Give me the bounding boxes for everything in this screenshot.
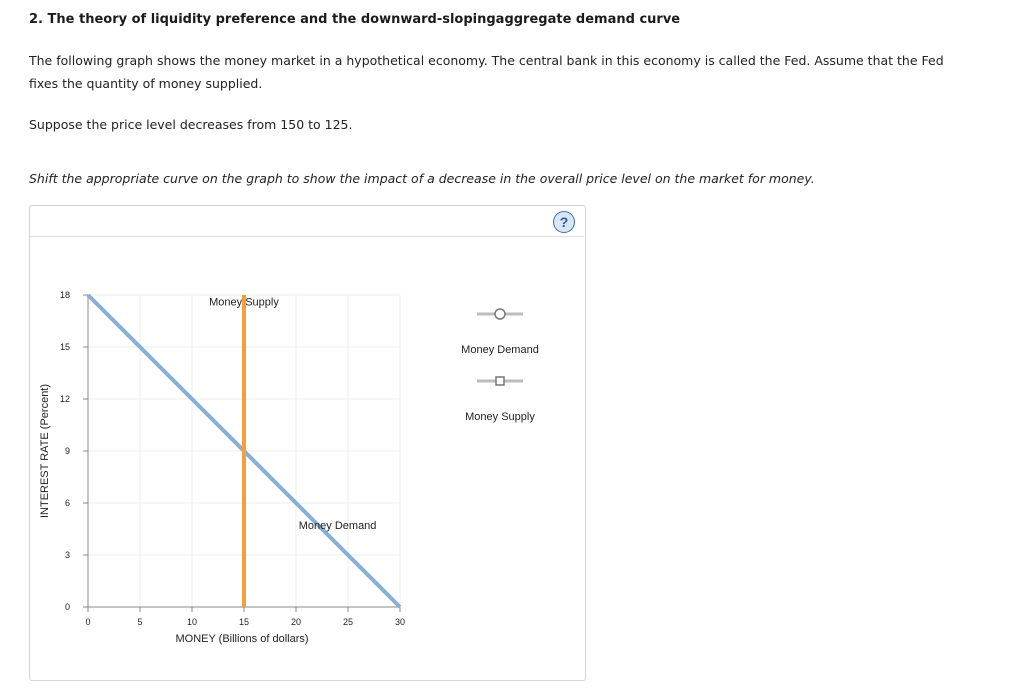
y-tick-label: 6 <box>64 498 70 508</box>
price-level-statement: Suppose the price level decreases from 150 to 125. <box>29 117 353 132</box>
x-tick-label: 20 <box>290 617 302 627</box>
square-marker-icon <box>496 377 504 385</box>
x-tick-label: 15 <box>238 617 250 627</box>
y-tick-label: 18 <box>59 290 70 300</box>
money-demand-curve-label: Money Demand <box>298 520 377 532</box>
money-supply-legend-label: Money Supply <box>465 411 535 423</box>
help-icon[interactable]: ? <box>553 211 575 233</box>
circle-marker-icon <box>495 309 505 319</box>
x-tick-label: 5 <box>137 617 143 627</box>
x-tick-label: 0 <box>85 617 91 627</box>
y-tick-label: 9 <box>64 446 70 456</box>
money-demand-legend-label: Money Demand <box>461 344 539 356</box>
y-axis-title: INTEREST RATE (Percent) <box>39 383 51 519</box>
question-paragraph: The following graph shows the money market in a hypothetical economy. The central bank in this economy is called the Fed. Assume that the Fed fixes the quantity of money supplied. <box>29 53 944 91</box>
x-axis-title: MONEY (Billions of dollars) <box>175 633 309 645</box>
money-supply-curve-label: Money Supply <box>209 296 279 309</box>
instruction-text: Shift the appropriate curve on the graph to show the impact of a decrease in the overall price level on the market for money. <box>29 171 815 186</box>
y-tick-label: 3 <box>64 550 70 560</box>
x-tick-label: 25 <box>342 617 354 627</box>
x-tick-label: 30 <box>394 617 406 627</box>
money-demand-legend-tool[interactable] <box>461 309 539 356</box>
money-supply-legend-tool[interactable] <box>465 377 535 423</box>
y-tick-label: 0 <box>64 602 70 612</box>
y-tick-label: 12 <box>59 394 70 404</box>
x-tick-label: 10 <box>186 617 198 627</box>
y-tick-label: 15 <box>59 342 70 352</box>
question-heading: 2. The theory of liquidity preference and the downward-slopingaggregate demand curve <box>29 12 681 27</box>
